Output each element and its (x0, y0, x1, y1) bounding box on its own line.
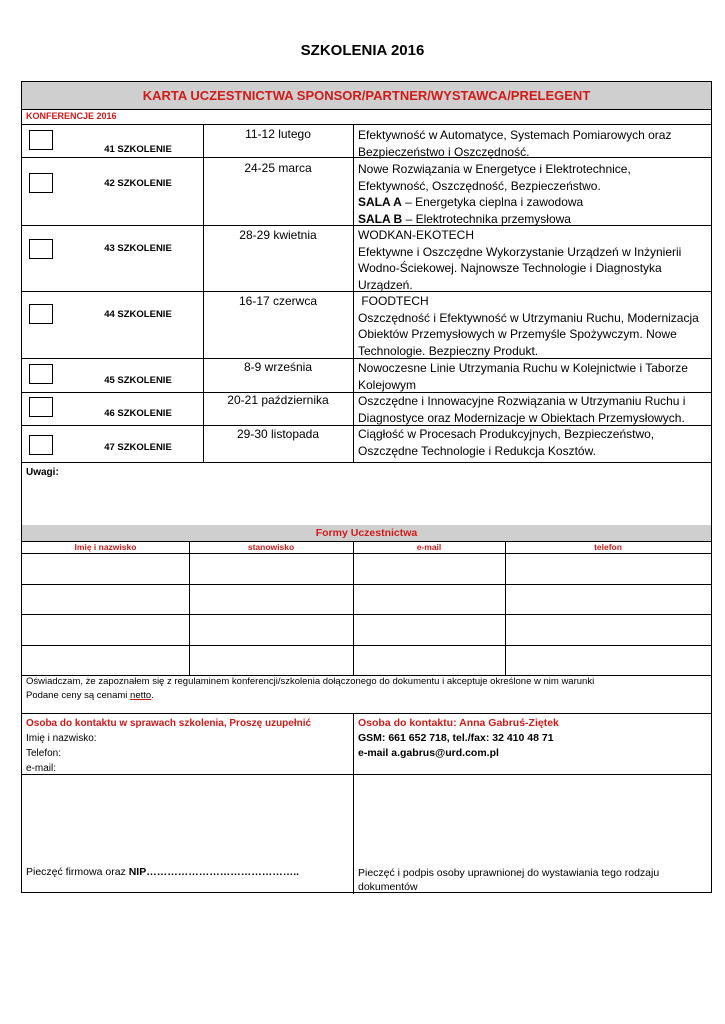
company-stamp-label: Pieczęć firmowa oraz NIP…………………………………….. (26, 866, 300, 878)
participant-cell[interactable] (22, 584, 189, 614)
training-desc-43: WODKAN-EKOTECH Efektywne i Oszczędne Wykorzystanie Urządzeń w Inżynierii Wodno-Ściekowej. Najnowsze Technologie i Diagnostyka Urządzeń. (358, 228, 682, 292)
declaration: Oświadczam, że zapoznałem się z regulaminem konferencji/szkolenia dołączonego do dokumentu i akceptuje określone w nim warunki Podane ceny są cenami netto. (26, 676, 595, 701)
conference-label: KONFERENCJE 2016 (26, 111, 117, 121)
contact-left: Osoba do kontaktu w sprawach szkolenia, Proszę uzupełnić Imię i nazwisko: Telefon: e-mail: (26, 718, 312, 774)
signature-stamp-label: Pieczęć i podpis osoby uprawnionej do wystawiania tego rodzaju dokumentów (358, 867, 660, 893)
training-desc-45: Nowoczesne Linie Utrzymania Ruchu w Kolejnictwie i Taborze Kolejowym (358, 361, 688, 392)
col-position: stanowisko (247, 542, 295, 552)
forms-title: Formy Uczestnictwa (22, 525, 711, 541)
training-desc-46: Oszczędne i Innowacyjne Rozwiązania w Utrzymaniu Ruchu i Diagnostyce oraz Modernizacje w Obiektach Przemysłowych. (358, 394, 686, 425)
participant-cell[interactable] (22, 614, 189, 645)
participant-cell[interactable] (22, 553, 189, 584)
participation-card (21, 81, 712, 893)
training-desc-47: Ciągłość w Procesach Produkcyjnych, Bezpieczeństwo, Oszczędne Technologie i Redukcja Kosztów. (358, 427, 655, 458)
training-name-44: 44 SZKOLENIE (104, 309, 172, 320)
notes-label: Uwagi: (26, 467, 59, 478)
training-name-45: 45 SZKOLENIE (104, 375, 172, 386)
training-date-44: 16-17 czerwca (238, 294, 318, 308)
training-desc-41: Efektywność w Automatyce, Systemach Pomiarowych oraz Bezpieczeństwo i Oszczędność. (358, 128, 672, 159)
training-name-47: 47 SZKOLENIE (104, 442, 172, 453)
training-date-41: 11-12 lutego (245, 127, 311, 141)
col-phone: telefon (594, 542, 622, 552)
training-name-43: 43 SZKOLENIE (104, 243, 172, 254)
card-title: KARTA UCZESTNICTWA SPONSOR/PARTNER/WYSTAWCA/PRELEGENT (22, 82, 711, 109)
col-name: Imię i nazwisko (74, 542, 137, 552)
training-name-41: 41 SZKOLENIE (104, 144, 172, 155)
training-date-47: 29-30 listopada (236, 427, 320, 441)
training-date-45: 8-9 września (243, 360, 313, 374)
contact-right: Osoba do kontaktu: Anna Gabruś-Ziętek GSM: 661 652 718, tel./fax: 32 410 48 71 e-mail a.gabrus@urd.com.pl (358, 717, 559, 759)
training-date-42: 24-25 marca (244, 161, 312, 175)
col-email: e-mail (416, 542, 442, 552)
training-date-43: 28-29 kwietnia (239, 228, 317, 242)
training-desc-42: Nowe Rozwiązania w Energetyce i Elektrotechnice, Efektywność, Oszczędność, Bezpieczeństwo. SALA A – Energetyka cieplna i zawodowa SALA B – Elektrotechnika przemysłowa (358, 162, 631, 226)
page-title: SZKOLENIA 2016 (300, 42, 425, 59)
participant-cell[interactable] (22, 645, 189, 675)
training-desc-44: FOODTECH Oszczędność i Efektywność w Utrzymaniu Ruchu, Modernizacja Obiektów Przemysłowych w Przemyśle Spożywczym. Nowe Technologie. Bezpieczny Produkt. (358, 294, 699, 358)
training-name-46: 46 SZKOLENIE (104, 408, 172, 419)
training-date-46: 20-21 października (227, 393, 329, 407)
training-name-42: 42 SZKOLENIE (104, 178, 172, 189)
